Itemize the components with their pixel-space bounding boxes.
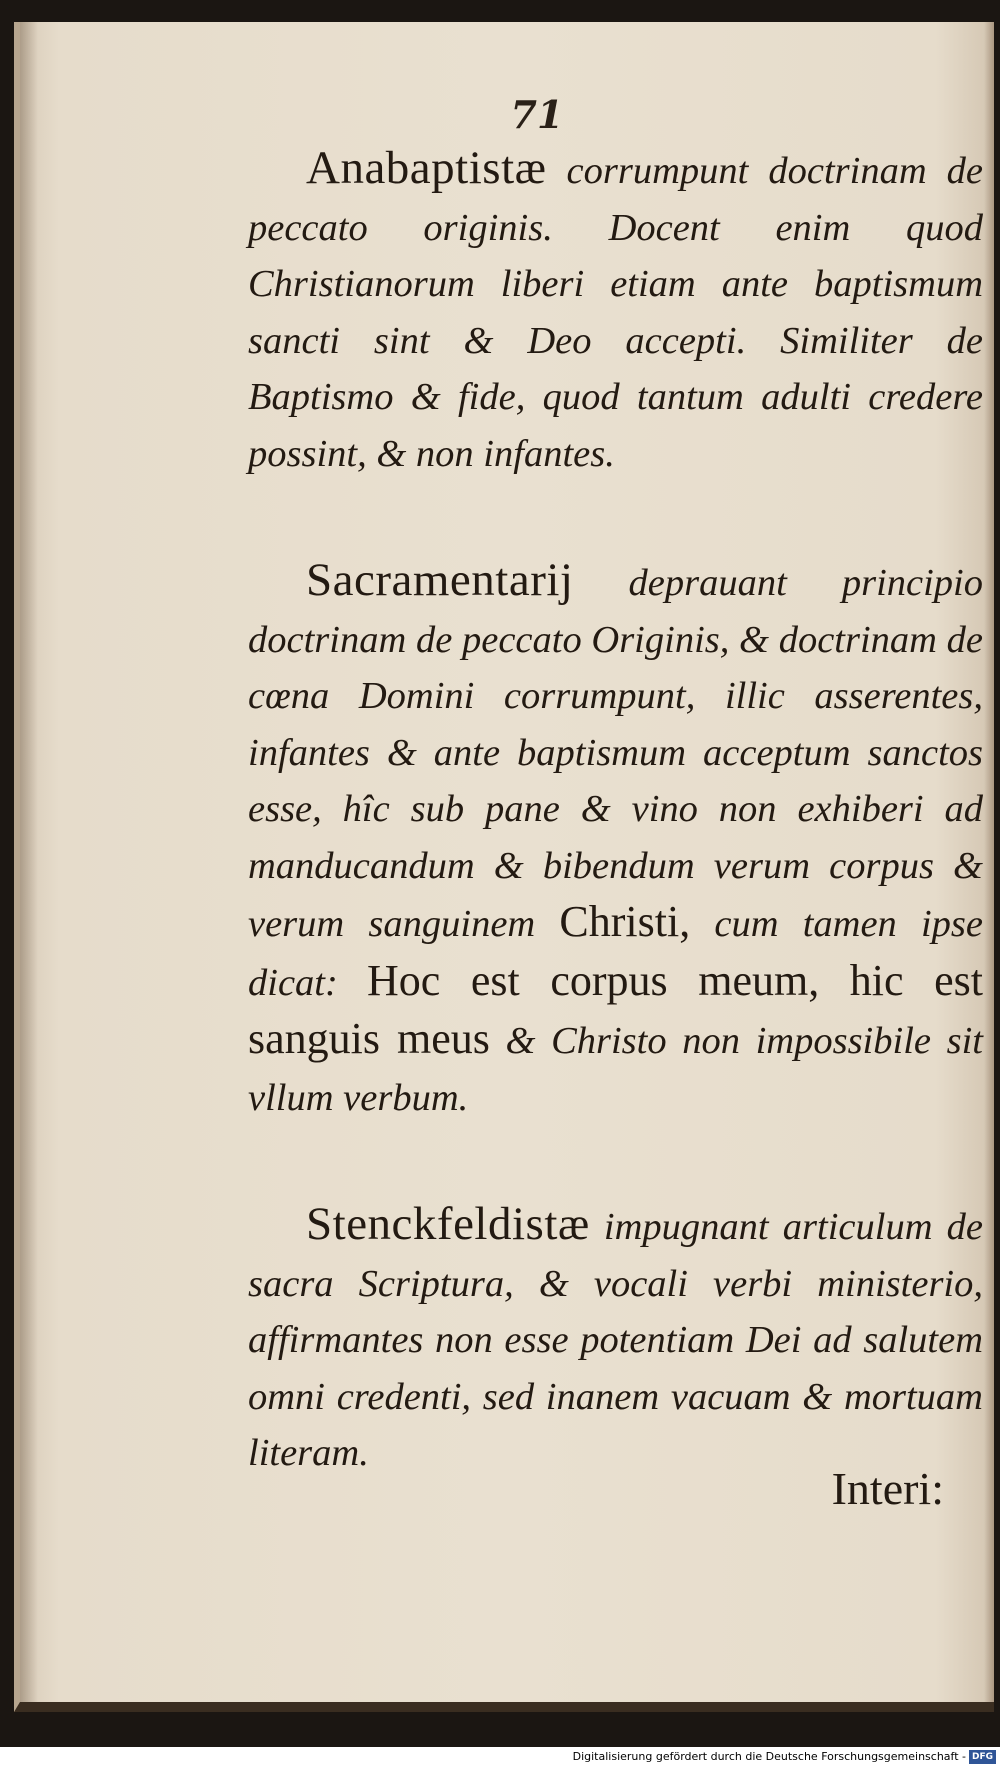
paragraph-sacramentarians [248,552,983,1126]
page-edge [984,22,994,1702]
paragraph-roman-christi: Christi, [559,897,691,946]
page-body [248,140,983,1482]
page-number: 71 [510,92,564,137]
paragraph-stenckfeldists [248,1196,983,1482]
paragraph-text-anabaptists: corrumpunt doctrinam de peccato originis. Docent enim quod Christianorum liberi etiam ante baptismum sancti sint & Deo accepti. Similiter de Baptismo & fide, quod tantum adulti credere possint, & non infantes. [248,150,983,475]
paragraph-anabaptists [248,140,983,482]
paragraph-lead-sacramentarians: Sacramentarij [306,554,574,606]
digitization-credit-text: Digitalisierung gefördert durch die Deutsche Forschungsgemeinschaft - [572,1750,966,1763]
paragraph-gap [248,482,983,552]
paragraph-lead-anabaptists: Anabaptistæ [306,142,547,194]
paragraph-roman-quote: Hoc est corpus meum, hic est sanguis meus [248,955,983,1063]
catchword: Interi: [831,1463,944,1514]
spine-shadow [20,22,38,1702]
paragraph-gap [248,1126,983,1196]
digitization-credit-bar [0,1747,1000,1767]
paragraph-text-sacramentarians: deprauant principio doctrinam de peccato Originis, & doctrinam de cœna Domini corrumpunt, illic asserentes, infantes & ante baptismum acceptum sanctos esse, hîc sub pane & vino non exhiberi ad manducandum & bibendum verum corpus & verum sanguinem [248,562,983,945]
paragraph-text-ending: & Christo non impossibile sit vllum verbum. [248,1020,983,1119]
paragraph-text-stenckfeldists: impugnant articulum de sacra Scriptura, & vocali verbi ministerio, affirmantes non esse potentiam Dei ad salutem omni credenti, sed inanem vacuam & mortuam literam. [248,1206,984,1474]
dfg-logo: DFG [969,1750,996,1764]
paragraph-lead-stenckfeldists: Stenckfeldistæ [306,1198,590,1250]
book-page [14,22,994,1712]
paragraph-text-cum-tamen: cum tamen ipse dicat: [248,903,984,1004]
